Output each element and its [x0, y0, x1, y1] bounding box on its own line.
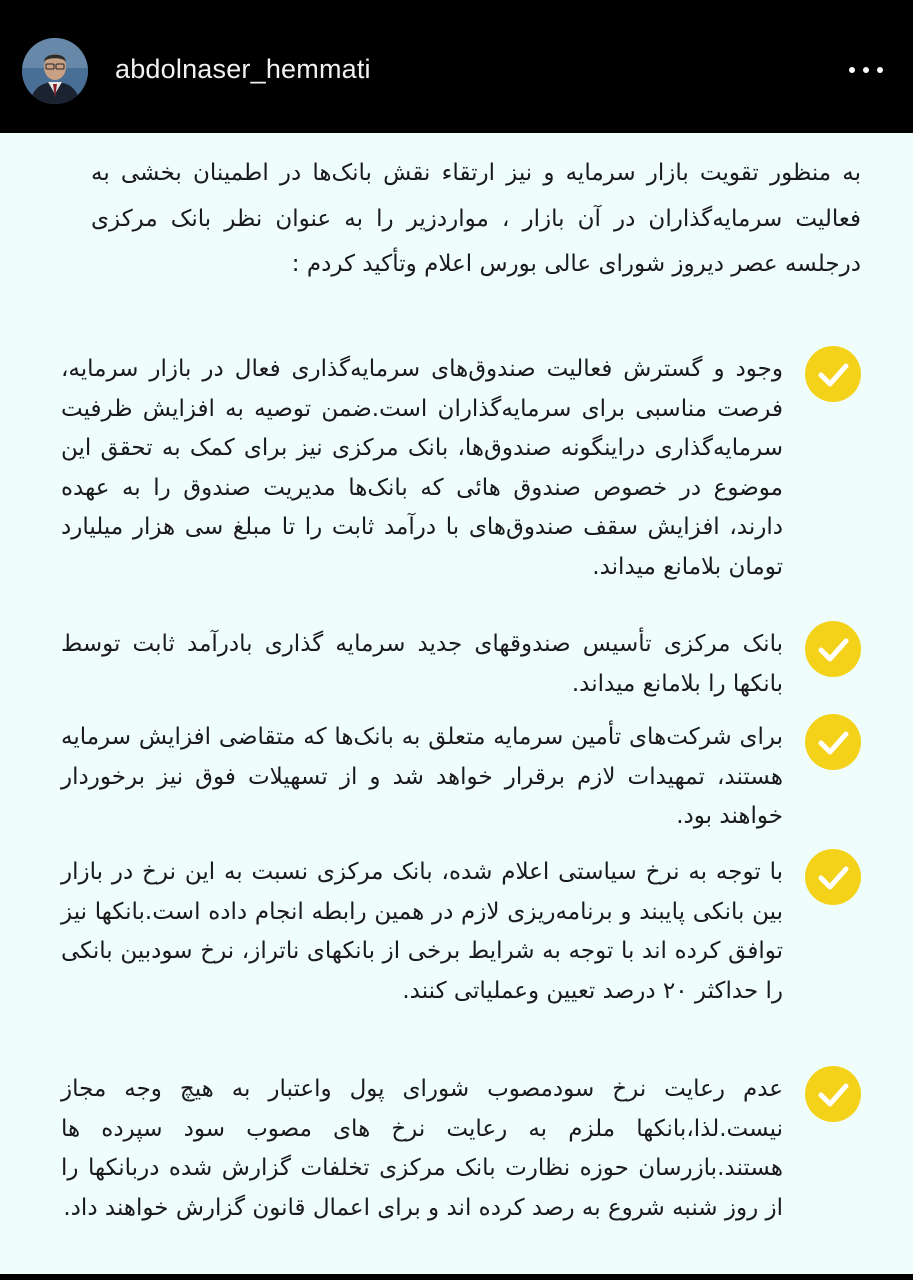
list-item-text: برای شرکت‌های تأمین سرمایه متعلق به بانک‌ها که متقاضی افزایش سرمایه هستند، تمهیدات لازم برقرار خواهد شد و از تسهیلات فوق نیز برخوردار خواهند بود.	[61, 724, 783, 829]
more-dot	[849, 67, 855, 73]
bottom-edge	[0, 1274, 913, 1280]
more-dot	[863, 67, 869, 73]
post-username[interactable]: abdolnaser_hemmati	[115, 54, 371, 84]
list-item-text: بانک مرکزی تأسیس صندوقهای جدید سرمایه گذاری بادرآمد ثابت توسط بانکها را بلامانع میداند.	[61, 631, 783, 697]
post-intro-text: به منظور تقویت بازار سرمایه و نیز ارتقاء نقش بانک‌ها در اطمینان بخشی به فعالیت سرمایه‌گذاران در آن بازار ، مواردزیر را به عنوان نظر بانک مرکزی درجلسه عصر دیروز شورای عالی بورس اعلام وتأکید کردم :	[91, 160, 861, 277]
list-item-text: با توجه به نرخ سیاستی اعلام شده، بانک مرکزی نسبت به این نرخ در بازار بین بانکی پایبند و برنامه‌ریزی لازم در همین رابطه انجام داده است.بانکها نیز توافق کرده اند با توجه به شرایط برخی از بانکهای ناتراز، نرخ سودبین بانکی را حداکثر ۲۰ درصد تعیین وعملیاتی کنند.	[61, 859, 783, 1004]
more-dot	[877, 67, 883, 73]
list-item-text: عدم رعایت نرخ سودمصوب شورای پول واعتبار به هیچ وجه مجاز نیست.لذا،بانکها ملزم به رعایت نرخ های مصوب سود سپرده ها هستند.بازرسان حوزه نظارت بانک مرکزی تخلفات گزارش شده دربانکها را از روز شنبه شروع به رصد کرده اند و برای اعمال قانون گزارش خواهند داد.	[61, 1076, 783, 1221]
check-circle-icon	[805, 621, 861, 677]
list-item-text: وجود و گسترش فعالیت صندوق‌های سرمایه‌گذاری فعال در بازار سرمایه، فرصت مناسبی برای سرمایه‌گذاران است.ضمن توصیه به افزایش ظرفیت سرمایه‌گذاری دراینگونه صندوق‌ها، بانک مرکزی نیز برای کمک به تحقق این موضوع در خصوص صندوق هائی که بانک‌ها مدیریت صندوق را به عهده دارند، افزایش سقف صندوق‌های با درآمد ثابت را تا مبلغ سی هزار میلیارد تومان بلامانع میداند.	[61, 356, 783, 580]
check-circle-icon	[805, 346, 861, 402]
more-horizontal-icon[interactable]	[849, 58, 883, 82]
profile-avatar[interactable]	[22, 38, 88, 104]
check-circle-icon	[805, 714, 861, 770]
check-circle-icon	[805, 849, 861, 905]
post-image-content	[0, 133, 913, 1280]
post-header	[0, 0, 913, 133]
profile-photo	[22, 38, 88, 104]
check-circle-icon	[805, 1066, 861, 1122]
